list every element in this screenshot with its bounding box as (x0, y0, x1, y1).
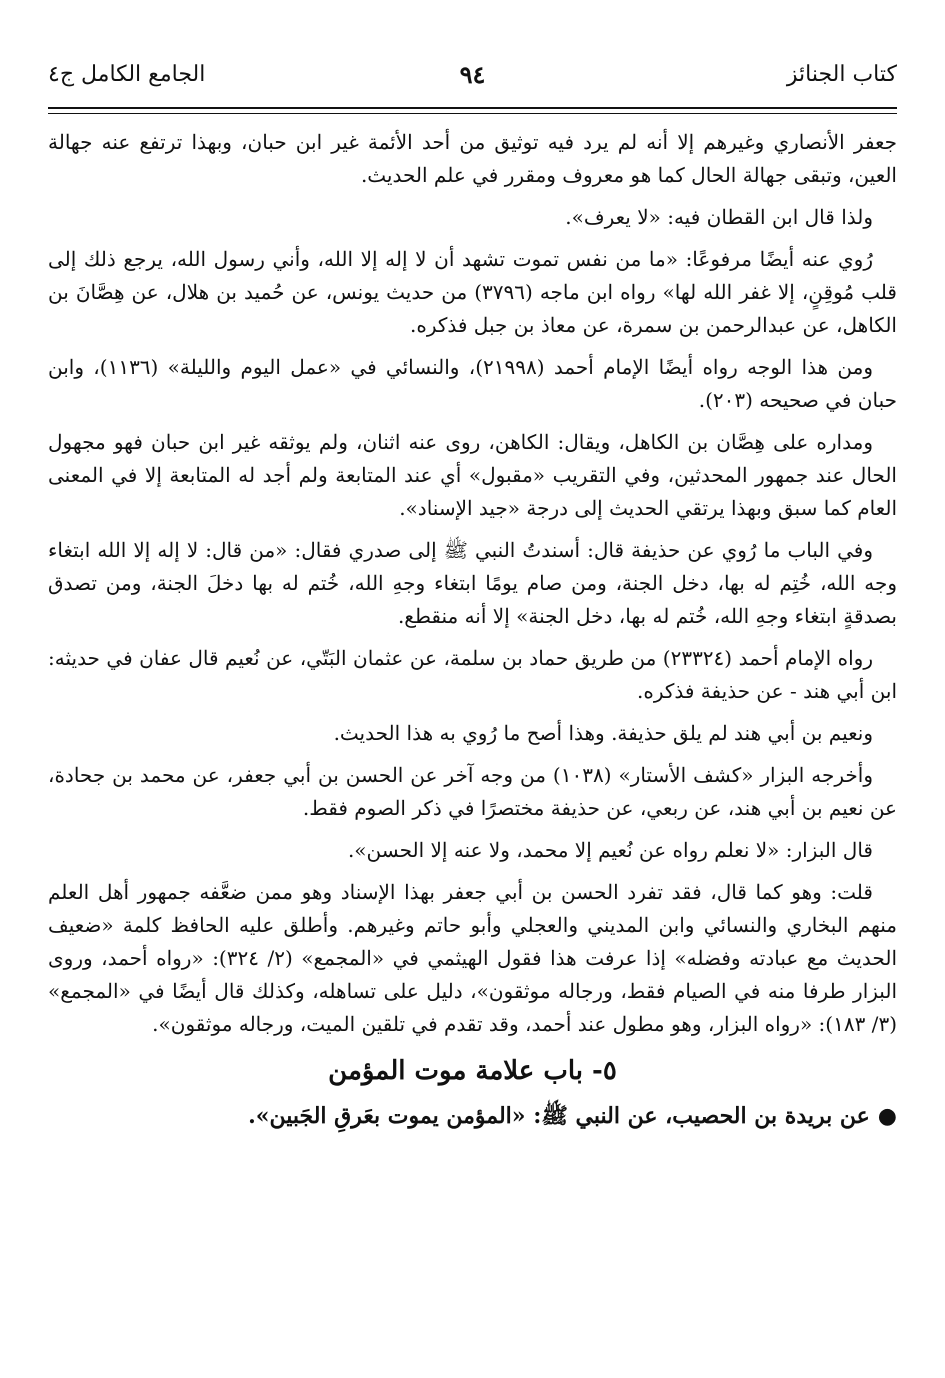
paragraph: ومداره على هِصَّان بن الكاهل، ويقال: الكاهن، روى عنه اثنان، ولم يوثقه غير ابن حبان فهو مجهول الحال عند جمهور المحدثين، وفي التقريب «مقبول» أي عند المتابعة ولم أجد له المتابعة إلا في المعنى العام كما سبق وبهذا يرتقي الحديث إلى درجة «جيد الإسناد». (48, 430, 897, 520)
paragraph: ونعيم بن أبي هند لم يلق حذيفة. وهذا أصح ما رُوي به هذا الحديث. (333, 721, 873, 745)
header-rule-thick (48, 107, 897, 109)
paragraph: رواه الإمام أحمد (٢٣٣٢٤) من طريق حماد بن سلمة، عن عثمان البَتّي، عن نُعيم قال عفان في حديثه: ابن أبي هند - عن حذيفة فذكره. (48, 646, 897, 703)
page-header (48, 62, 897, 102)
page-body (48, 126, 897, 1133)
page-number: ٩٤ (459, 60, 486, 89)
hadith-entry (48, 1100, 897, 1133)
book-section-title: كتاب الجنائز (786, 62, 897, 87)
paragraph: وفي الباب ما رُوي عن حذيفة قال: أسندتُ النبي ﷺ إلى صدري فقال: «من قال: لا إله إلا الله ابتغاء وجه الله، خُتِم له بها، دخل الجنة، ومن صام يومًا ابتغاء وجهِ الله، خُتم له بها دخلَ الجنة، ومن تصدق بصدقةٍ ابتغاء وجهِ الله، خُتم له بها، دخل الجنة» إلا أنه منقطع. (48, 538, 898, 628)
paragraph: ومن هذا الوجه رواه أيضًا الإمام أحمد (٢١٩٩٨)، والنسائي في «عمل اليوم والليلة» (١١٣٦)، وابن حبان في صحيحه (٢٠٣). (48, 355, 897, 412)
hadith-text: عن بريدة بن الحصيب، عن النبي ﷺ: «المؤمن يموت بعَرقِ الجَبين». (248, 1103, 870, 1129)
paragraph: رُوي عنه أيضًا مرفوعًا: «ما من نفس تموت تشهد أن لا إله إلا الله، وأني رسول الله، يرجع ذلك إلى قلب مُوقِنٍ، إلا غفر الله لها» رواه ابن ماجه (٣٧٩٦) من حديث يونس، عن حُميد بن هلال، عن هِصَّانَ بن الكاهل، عن عبدالرحمن بن سمرة، عن معاذ بن جبل فذكره. (48, 247, 897, 337)
paragraph: ولذا قال ابن القطان فيه: «لا يعرف». (565, 205, 873, 229)
paragraph: قال البزار: «لا نعلم رواه عن نُعيم إلا محمد، ولا عنه إلا الحسن». (347, 838, 873, 862)
chapter-heading: ٥- باب علامة موت المؤمن (328, 1056, 617, 1086)
paragraph: قلت: وهو كما قال، فقد تفرد الحسن بن أبي جعفر بهذا الإسناد وهو ممن ضعَّفه جمهور أهل العلم منهم البخاري والنسائي وابن المديني والعجلي وأبو حاتم وغيرهم. وأطلق عليه الحافظ كلمة «ضعيف الحديث مع عبادته وفضله» إذا عرفت هذا فقول الهيثمي في «المجمع» (٢/ ٣٢٤): «رواه أحمد، وروى البزار طرفا منه في الصيام فقط، ورجاله موثقون»، دليل على تساهله، وكذلك قال أيضًا في «المجمع» (٣/ ١٨٣): «رواه البزار، وهو مطول عند أحمد، وقد تقدم في تلقين الميت، ورجاله موثقون». (48, 880, 897, 1036)
book-volume-title: الجامع الكامل ج٤ (48, 62, 206, 87)
paragraph: جعفر الأنصاري وغيرهم إلا أنه لم يرد فيه توثيق من أحد الأئمة غير ابن حبان، وبهذا ترتفع عنه جهالة العين، وتبقى جهالة الحال كما هو معروف ومقرر في علم الحديث. (48, 130, 897, 187)
header-rule-thin (48, 113, 897, 114)
paragraph: وأخرجه البزار «كشف الأستار» (١٠٣٨) من وجه آخر عن الحسن بن أبي جعفر، عن محمد بن جحادة، عن نعيم بن أبي هند، عن ربعي، عن حذيفة مختصرًا في ذكر الصوم فقط. (48, 763, 897, 820)
bullet-icon: ● (877, 1103, 897, 1129)
